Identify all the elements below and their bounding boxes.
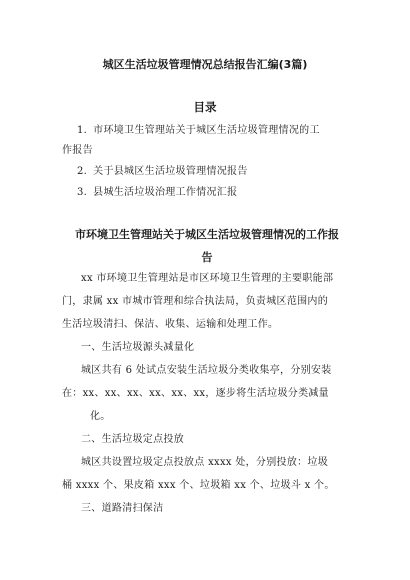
section-title-line-2: 告 xyxy=(201,251,213,264)
toc-item-number: 1. xyxy=(77,125,88,136)
toc-item-1[interactable] xyxy=(77,121,337,141)
body-paragraph-line: xx 市环境卫生管理站是市区环境卫生管理的主要职能部 xyxy=(81,273,334,284)
subsection-heading-2: 二、生活垃圾定点投放 xyxy=(81,434,184,445)
body-paragraph-line: 城区共有 6 处试点安装生活垃圾分类收集亭，分别安装 xyxy=(81,365,332,376)
subsection-heading-3: 三、道路清扫保洁 xyxy=(81,503,164,514)
body-paragraph-line: 生活垃圾清扫、保洁、收集、运输和处理工作。 xyxy=(62,319,279,330)
toc-item-3[interactable] xyxy=(77,183,337,203)
toc-item-label: 县城生活垃圾治理工作情况汇报 xyxy=(93,187,238,198)
toc-item-number: 2. xyxy=(77,166,88,177)
subsection-heading-1: 一、生活垃圾源头减量化 xyxy=(81,342,195,353)
body-paragraph-line: 化。 xyxy=(90,411,111,422)
document-title: 城区生活垃圾管理情况总结报告汇编(3篇) xyxy=(102,58,308,71)
body-paragraph-line: 门，隶属 xx 市城市管理和综合执法局，负责城区范围内的 xyxy=(62,296,329,307)
body-paragraph-line: 在：xx、xx、xx、xx、xx、xx，逐步将生活垃圾分类减量 xyxy=(62,388,329,399)
toc-item-number: 3. xyxy=(77,187,88,198)
body-paragraph-line: 城区共设置垃圾定点投放点 xxxx 处，分别投放：垃圾 xyxy=(81,457,329,468)
body-paragraph-line: 桶 xxxx 个、果皮箱 xxx 个、垃圾箱 xx 个、垃圾斗 x 个。 xyxy=(62,480,335,491)
toc-item-label: 市环境卫生管理站关于城区生活垃圾管理情况的工 xyxy=(93,125,320,136)
toc-heading: 目录 xyxy=(193,100,217,114)
toc-item-label: 关于县城区生活垃圾管理情况报告 xyxy=(93,166,248,177)
toc-item-1-continuation[interactable]: 作报告 xyxy=(62,145,93,156)
toc-item-2[interactable] xyxy=(77,162,337,182)
section-title-line-1: 市环境卫生管理站关于城区生活垃圾管理情况的工作报 xyxy=(75,228,339,241)
